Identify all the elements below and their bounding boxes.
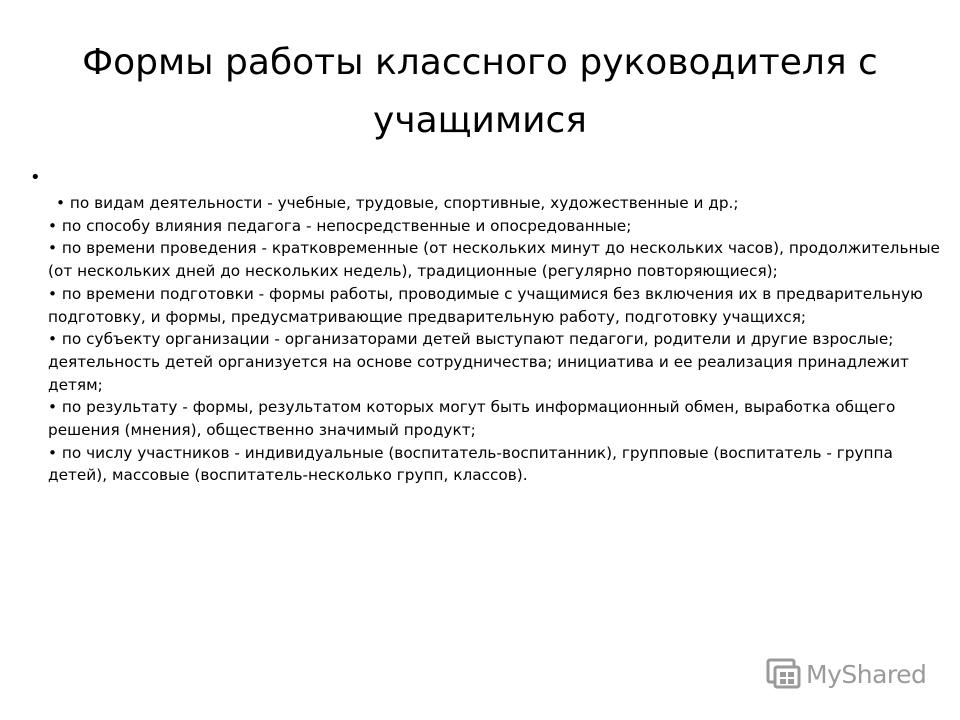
list-item-participants: • по числу участников - индивидуальные (воспитатель-воспитанник), групповые (воспитатель - группа детей), массовые (воспитатель-несколько групп, классов). xyxy=(48,443,893,485)
list-item-result: • по результату - формы, результатом которых могут быть информационный обмен, выработка общего решения (мнения), общественно значимый продукт; xyxy=(48,398,896,440)
myshared-logo-icon xyxy=(766,656,802,692)
list-item-organizer: • по субъекту организации - организаторами детей выступают педагоги, родители и другие взрослые; деятельность детей организуется на основе сотрудничества; инициатива и ее реализация принадлежит детям; xyxy=(48,330,909,394)
list-item-duration: • по времени проведения - кратковременные (от нескольких минут до нескольких часов), продолжительные (от нескольких дней до нескольких недель), традиционные (регулярно повторяющиеся); xyxy=(48,239,940,281)
myshared-watermark xyxy=(766,656,926,692)
watermark-text: MyShared xyxy=(806,659,927,689)
forms-list xyxy=(48,192,952,487)
list-item-influence-method: • по способу влияния педагога - непосредственные и опосредованные; xyxy=(48,216,632,235)
outer-bullet: • xyxy=(30,167,41,188)
slide-title: Формы работы классного руководителя с учащимися xyxy=(82,42,878,141)
list-item-preparation: • по времени подготовки - формы работы, проводимые с учащимися без включения их в предварительную подготовку, и формы, предусматривающие предварительную работу, подготовку учащихся; xyxy=(48,284,923,326)
list-item-activity-type: • по видам деятельности - учебные, трудовые, спортивные, художественные и др.; xyxy=(56,194,739,212)
